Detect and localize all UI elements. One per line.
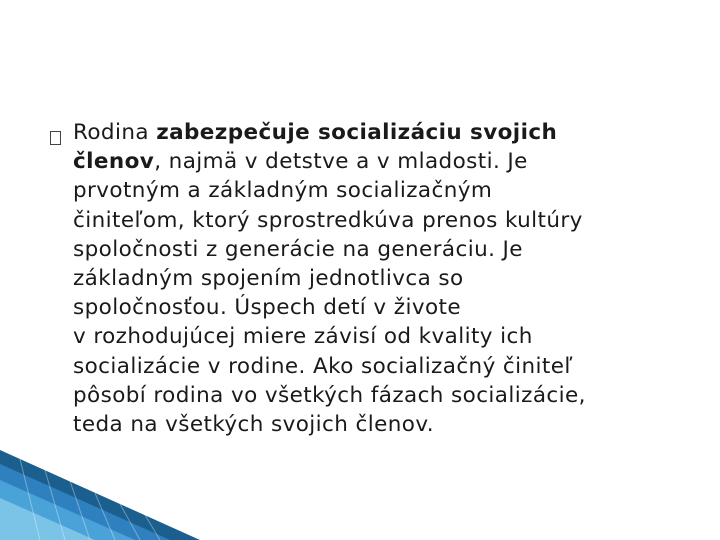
paragraph-line-2 bbox=[73, 147, 693, 176]
paragraph-line-9: socializácie v rodine. Ako socializačný činiteľ bbox=[73, 353, 573, 379]
paragraph-line-5: spoločnosti z generácie na generáciu. Je bbox=[73, 236, 523, 262]
text-bold-clenov: členov bbox=[73, 149, 155, 175]
paragraph-line-1 bbox=[73, 118, 693, 147]
corner-decoration bbox=[0, 450, 200, 540]
paragraph-line-4: činiteľom, ktorý sprostredkúva prenos kultúry bbox=[73, 207, 583, 233]
text-najma: , najmä v detstve a v mladosti. Je bbox=[154, 149, 528, 175]
paragraph-line-8: v rozhodujúcej miere závisí od kvality ich bbox=[73, 324, 533, 350]
bullet-paragraph bbox=[73, 118, 693, 439]
paragraph-line-3: prvotným a základným socializačným bbox=[73, 178, 493, 204]
paragraph-line-10: pôsobí rodina vo všetkých fázach socializácie, bbox=[73, 382, 586, 408]
text-rodina: Rodina bbox=[73, 120, 157, 145]
square-bullet-icon bbox=[46, 128, 64, 146]
text-bold-zabezpecuje: zabezpečuje socializáciu svojich bbox=[156, 120, 558, 145]
paragraph-line-6: základným spojením jednotlivca so bbox=[73, 266, 464, 292]
paragraph-line-11: teda na všetkých svojich členov. bbox=[73, 412, 435, 438]
paragraph-line-7: spoločnosťou. Úspech detí v živote bbox=[73, 295, 461, 321]
